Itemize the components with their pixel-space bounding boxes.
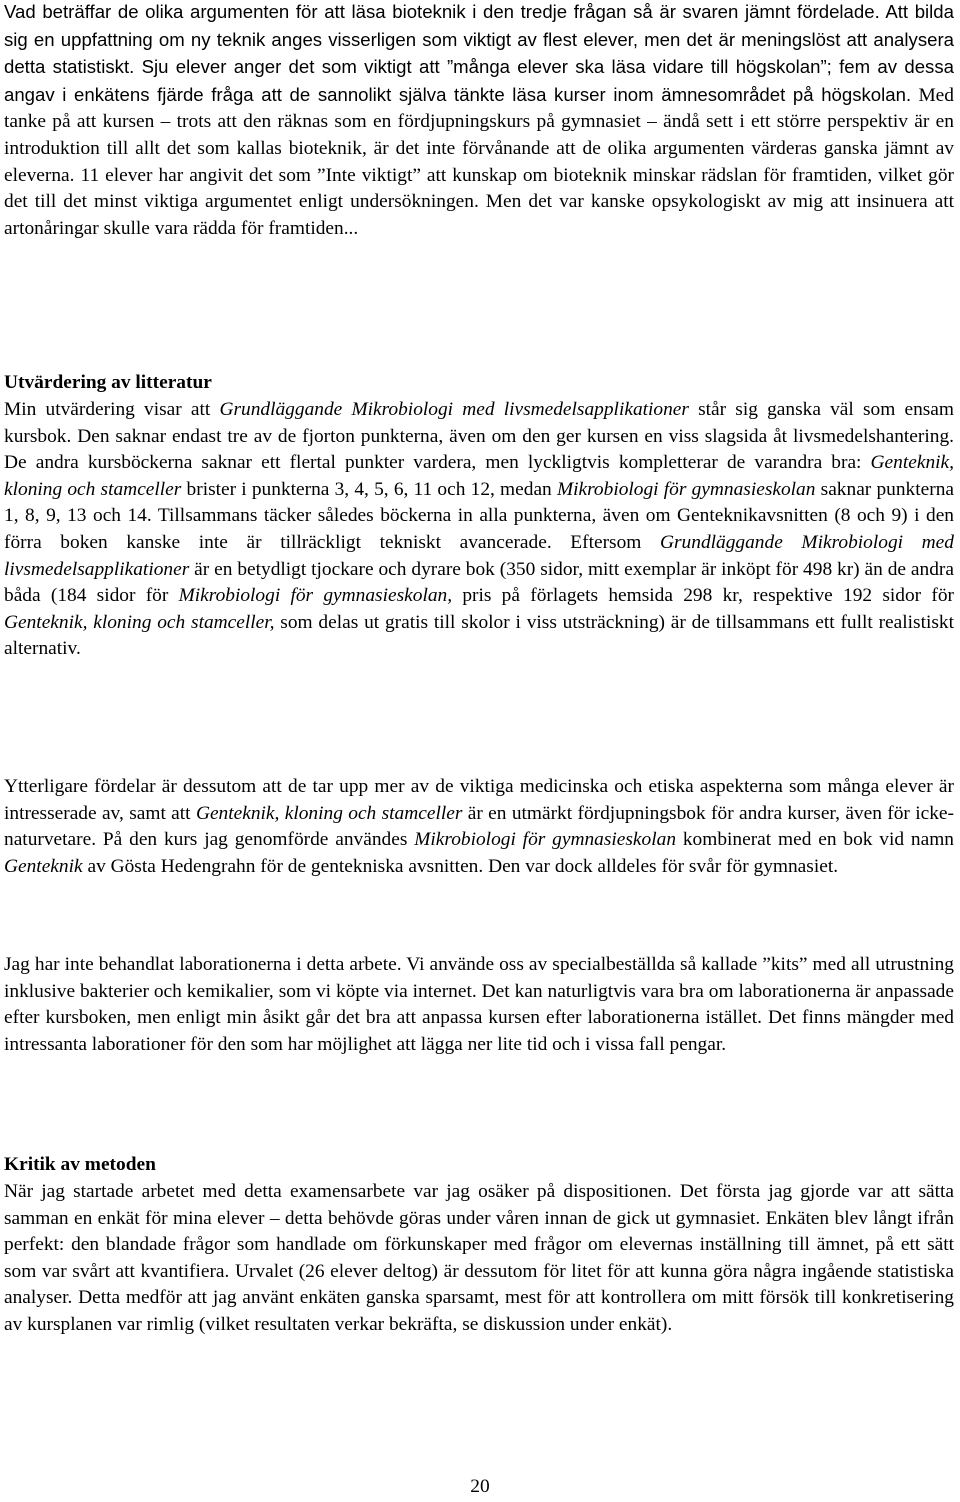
section-heading-method-critique: Kritik av metoden [4, 1154, 156, 1175]
book-title: Mikrobiologi för gymnasieskolan, [178, 585, 453, 607]
paragraph-argument-analysis [4, 0, 954, 242]
text-run: Min utvärdering visar att [4, 399, 220, 420]
paragraph-literature-evaluation [4, 397, 954, 663]
text-run: saknar punkterna 1, 8, 9, 13 och 14. Tillsammans täcker således böckerna in alla punkterna, även om Genteknikavsnitten (8 och 9) i den förra boken kanske inte är tillräckligt tekniskt avancerade. Eftersom [4, 478, 954, 553]
book-title: Genteknik, kloning och stamceller, [4, 611, 275, 633]
text-run: brister i punkterna 3, 4, 5, 6, 11 och 12, medan [181, 478, 557, 500]
text-run: av Gösta Hedengrahn för de gentekniska avsnitten. Den var dock alldeles för svår för gymnasiet. [82, 855, 839, 877]
book-title: Genteknik [4, 855, 83, 877]
section-heading-literature: Utvärdering av litteratur [4, 372, 212, 393]
book-title: Mikrobiologi för gymnasieskolan [556, 478, 816, 500]
text-run: är en utmärkt fördjupningsbok för andra kurser, även för icke-naturvetare. På den kurs jag genomförde användes [4, 802, 954, 851]
book-title: Genteknik, kloning och stamceller [195, 802, 463, 824]
text-run: Ytterligare fördelar är dessutom att de tar upp mer av de viktiga medicinska och etiska aspekterna som många elever är intresserade av, samt att [4, 776, 954, 824]
text-run: kombinerat med en bok vid namn [676, 829, 954, 851]
text-run: är en betydligt tjockare och dyrare bok (350 sidor, mitt exemplar är inköpt för 498 kr) än de andra båda (184 sidor för [4, 558, 954, 607]
text-run: står sig ganska väl som ensam kursbok. Den saknar endast tre av de fjorton punkterna, även om den ger kursen en viss slagsida åt livsmedelshantering. De andra kursböckerna saknar ett flertal punkter vardera, men lyckligtvis kompletterar de varandra bra: [4, 399, 955, 474]
book-title: Mikrobiologi för gymnasieskolan [414, 829, 677, 851]
paragraph-additional-advantages [4, 774, 954, 880]
book-title: Grundläggande Mikrobiologi med livsmedelsapplikationer [219, 399, 689, 420]
paragraph-laboratory: Jag har inte behandlat laborationerna i detta arbete. Vi använde oss av specialbeställda så kallade ”kits” med all utrustning inklusive bakterier och kemikalier, som vi köpte via internet. Det kan naturligtvis vara bra om laborationerna är anpassade efter kursboken, men enligt min åsikt går det bra att anpassa kursen efter laborationerna istället. Det finns mängder med intressanta laborationer för den som har möjlighet att lägga ner lite tid och i vissa fall pengar. [4, 954, 954, 1055]
book-title: Genteknik, kloning och stamceller [4, 452, 954, 500]
paragraph-text-sans: Vad beträffar de olika argumenten för att läsa bioteknik i den tredje frågan så är svaren jämnt fördelade. Att bilda sig en uppfattning om ny teknik anges visserligen som viktigt av flest elever, men det är meningslöst att analysera detta statistiskt. Sju elever anger det som viktigt att ”många elever ska läsa vidare till högskolan”; fem av dessa angav i enkätens fjärde fråga att de sannolikt själva tänkte läsa kurser inom ämnesområdet på högskolan. [4, 1, 954, 105]
text-run: som delas ut gratis till skolor i viss utsträckning) är de tillsammans ett fullt realistiskt alternativ. [4, 611, 954, 660]
page-number: 20 [470, 1476, 490, 1497]
book-title: Grundläggande Mikrobiologi med livsmedelsapplikationer [4, 531, 954, 580]
paragraph-method-critique: När jag startade arbetet med detta examensarbete var jag osäker på dispositionen. Det första jag gjorde var att sätta samman en enkät för mina elever – detta behövde göras under våren innan de gick ut gymnasiet. Enkäten blev långt ifrån perfekt: den blandade frågor som handlade om förkunskaper med frågor om elevernas inställning till ämnet, på ett sätt som var svårt att kvantifiera. Urvalet (26 elever deltog) är dessutom för litet för att kunna göra några ingående statistiska analyser. Detta medför att jag använt enkäten ganska sparsamt, mest för att kontrollera om mitt försök till konkretisering av kursplanen var rimlig (vilket resultaten verkar bekräfta, se diskussion under enkät). [4, 1181, 954, 1335]
paragraph-text: Med tanke på att kursen – trots att den räknas som en fördjupningskurs på gymnasiet – ändå sett i ett större perspektiv är en introduktion till allt det som kallas bioteknik, är det inte förvånande att de olika argumenten värderas ganska jämnt av eleverna. [4, 84, 954, 186]
paragraph-text: 11 elever har angivit det som ”Inte viktigt” att kunskap om bioteknik minskar rädslan för framtiden, vilket gör det till det minst viktiga argumentet enligt undersökningen. Men det var kanske opsykologiskt av mig att insinuera att artonåringar skulle vara rädda för framtiden... [4, 164, 954, 239]
text-run: pris på förlagets hemsida 298 kr, respektive 192 sidor för [452, 585, 955, 607]
